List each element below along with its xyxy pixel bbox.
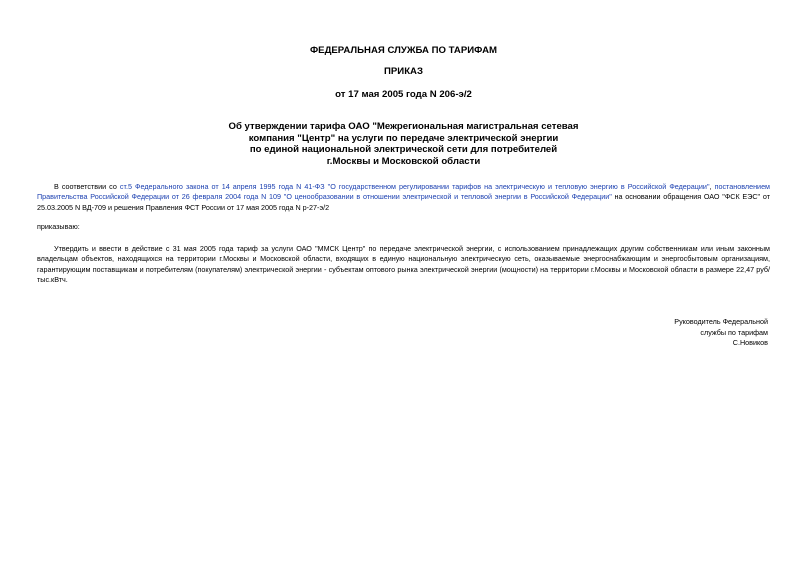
government-resolution-link[interactable]: постановлением Правительства Российской Федерации от 26 февраля 2004 года N 109 "О ценообразовании в отношении электрической и тепловой энергии в Российской Федерации": [37, 182, 771, 202]
title-line: компания "Центр" на услуги по передаче электрической энергии: [248, 132, 559, 144]
document-title: [0, 121, 807, 167]
federal-law-link[interactable]: ст.5 Федерального закона от 14 апреля 1995 года N 41-ФЗ "О государственном регулировании тарифов на электрическую и тепловую энергию в Российской Федерации": [119, 182, 710, 191]
basis-intro: В соответствии со: [54, 182, 120, 191]
signature-block: [568, 317, 768, 349]
title-line: по единой национальной электрической сети для потребителей: [249, 144, 558, 155]
basis-separator: ,: [709, 182, 715, 191]
title-line: Об утверждении тарифа ОАО "Межрегиональная магистральная сетевая: [228, 121, 579, 132]
signature-position: Руководитель Федеральной: [674, 317, 768, 326]
signature-name: С.Новиков: [732, 338, 768, 348]
document-type: ПРИКАЗ: [384, 66, 423, 77]
basis-rest: на основании обращения ОАО "ФСК ЕЭС" от 25.03.2005 N ВД-709 и решения Правления ФСТ России от 17 мая 2005 года N р-27-э/2: [37, 192, 770, 212]
document-date-number: от 17 мая 2005 года N 206-э/2: [335, 89, 472, 100]
signature-position: службы по тарифам: [700, 327, 768, 337]
order-word: приказываю:: [37, 222, 80, 231]
agency-name: ФЕДЕРАЛЬНАЯ СЛУЖБА ПО ТАРИФАМ: [309, 45, 498, 56]
title-line: г.Москвы и Московской области: [326, 155, 481, 167]
decree-paragraph: Утвердить и ввести в действие с 31 мая 2005 года тариф за услуги ОАО "ММСК Центр" по передаче электрической энергии, с использованием принадлежащих другим собственникам или иным законным владельцам объектов, находящихся на территории г.Москвы и Московской области, входящих в единую национальную электрическую сеть, оказываемые энергоснабжающим и энергосбытовым организациям, гарантирующим поставщикам и потребителям (покупателям) электрической энергии - субъектам оптового рынка электрической энергии (мощности) на территории г.Москвы и Московской области в размере 22,47 руб/тыс.кВтч.: [37, 244, 770, 285]
basis-paragraph: [37, 182, 770, 213]
